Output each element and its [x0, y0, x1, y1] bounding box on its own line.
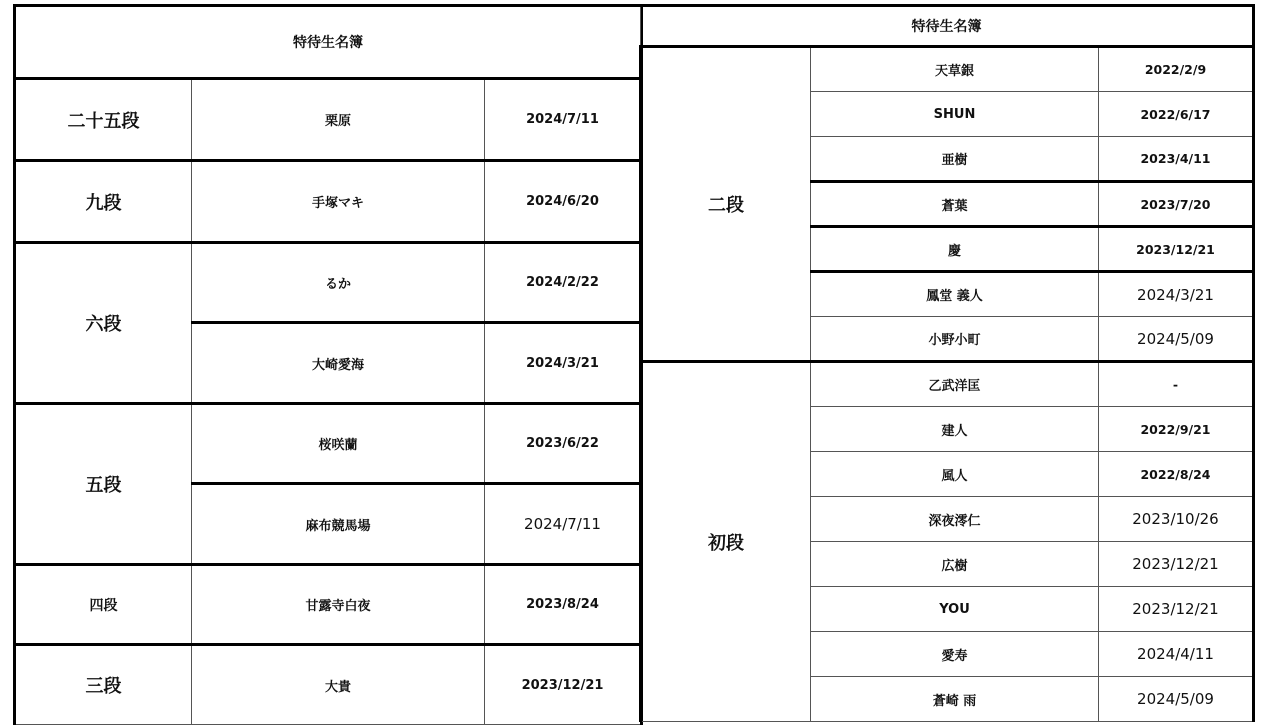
date-cell: 2023/12/21: [1099, 227, 1254, 272]
name-cell: 蒼崎 雨: [811, 677, 1099, 722]
date-cell: 2024/5/09: [1099, 317, 1254, 362]
name-cell: 栗原: [192, 79, 485, 161]
date-cell: 2022/8/24: [1099, 452, 1254, 497]
rank-cell: 六段: [15, 243, 192, 404]
table-row: [15, 243, 642, 323]
date-cell: 2024/6/20: [485, 161, 642, 243]
name-cell: 深夜澪仁: [811, 497, 1099, 542]
table-row: [15, 79, 642, 161]
name-cell: 天草銀: [811, 47, 1099, 92]
name-cell: 甘露寺白夜: [192, 565, 485, 645]
table-row: [15, 161, 642, 243]
name-cell: 広樹: [811, 542, 1099, 587]
date-cell: 2023/12/21: [1099, 587, 1254, 632]
name-cell: 鳳堂 義人: [811, 272, 1099, 317]
name-cell: 慶: [811, 227, 1099, 272]
name-cell: 乙武洋匡: [811, 362, 1099, 407]
name-cell: 亜樹: [811, 137, 1099, 182]
table-row: [641, 362, 1254, 407]
name-cell: 愛寿: [811, 632, 1099, 677]
name-cell: 蒼葉: [811, 182, 1099, 227]
date-cell: 2023/12/21: [1099, 542, 1254, 587]
date-cell: 2023/10/26: [1099, 497, 1254, 542]
name-cell: 建人: [811, 407, 1099, 452]
date-cell: 2022/6/17: [1099, 92, 1254, 137]
name-cell: 麻布競馬場: [192, 484, 485, 565]
table-row: [15, 645, 642, 725]
left-table-title: 特待生名簿: [15, 6, 642, 79]
date-cell: 2024/2/22: [485, 243, 642, 323]
date-cell: 2024/3/21: [1099, 272, 1254, 317]
rank-cell: 九段: [15, 161, 192, 243]
name-cell: 手塚マキ: [192, 161, 485, 243]
table-row: [15, 404, 642, 484]
date-cell: 2023/6/22: [485, 404, 642, 484]
date-cell: 2024/7/11: [485, 484, 642, 565]
rank-cell: 初段: [641, 362, 811, 722]
table-row: [15, 565, 642, 645]
date-cell: 2022/2/9: [1099, 47, 1254, 92]
name-cell: 桜咲蘭: [192, 404, 485, 484]
name-cell: YOU: [811, 587, 1099, 632]
date-cell: 2022/9/21: [1099, 407, 1254, 452]
rank-cell: 二十五段: [15, 79, 192, 161]
date-cell: 2024/5/09: [1099, 677, 1254, 722]
table-row: [641, 47, 1254, 92]
rank-cell: 四段: [15, 565, 192, 645]
name-cell: 風人: [811, 452, 1099, 497]
rank-cell: 五段: [15, 404, 192, 565]
date-cell: 2024/3/21: [485, 323, 642, 404]
rank-cell: 二段: [641, 47, 811, 362]
date-cell: 2023/7/20: [1099, 182, 1254, 227]
date-cell: -: [1099, 362, 1254, 407]
date-cell: 2023/8/24: [485, 565, 642, 645]
name-cell: 大貴: [192, 645, 485, 725]
date-cell: 2023/12/21: [485, 645, 642, 725]
date-cell: 2023/4/11: [1099, 137, 1254, 182]
right-roster-table: [639, 4, 1255, 722]
rank-cell: 三段: [15, 645, 192, 725]
name-cell: 小野小町: [811, 317, 1099, 362]
date-cell: 2024/4/11: [1099, 632, 1254, 677]
left-roster-table: [13, 4, 643, 725]
name-cell: 大崎愛海: [192, 323, 485, 404]
name-cell: るか: [192, 243, 485, 323]
right-table-title: 特待生名簿: [641, 6, 1254, 47]
name-cell: SHUN: [811, 92, 1099, 137]
date-cell: 2024/7/11: [485, 79, 642, 161]
